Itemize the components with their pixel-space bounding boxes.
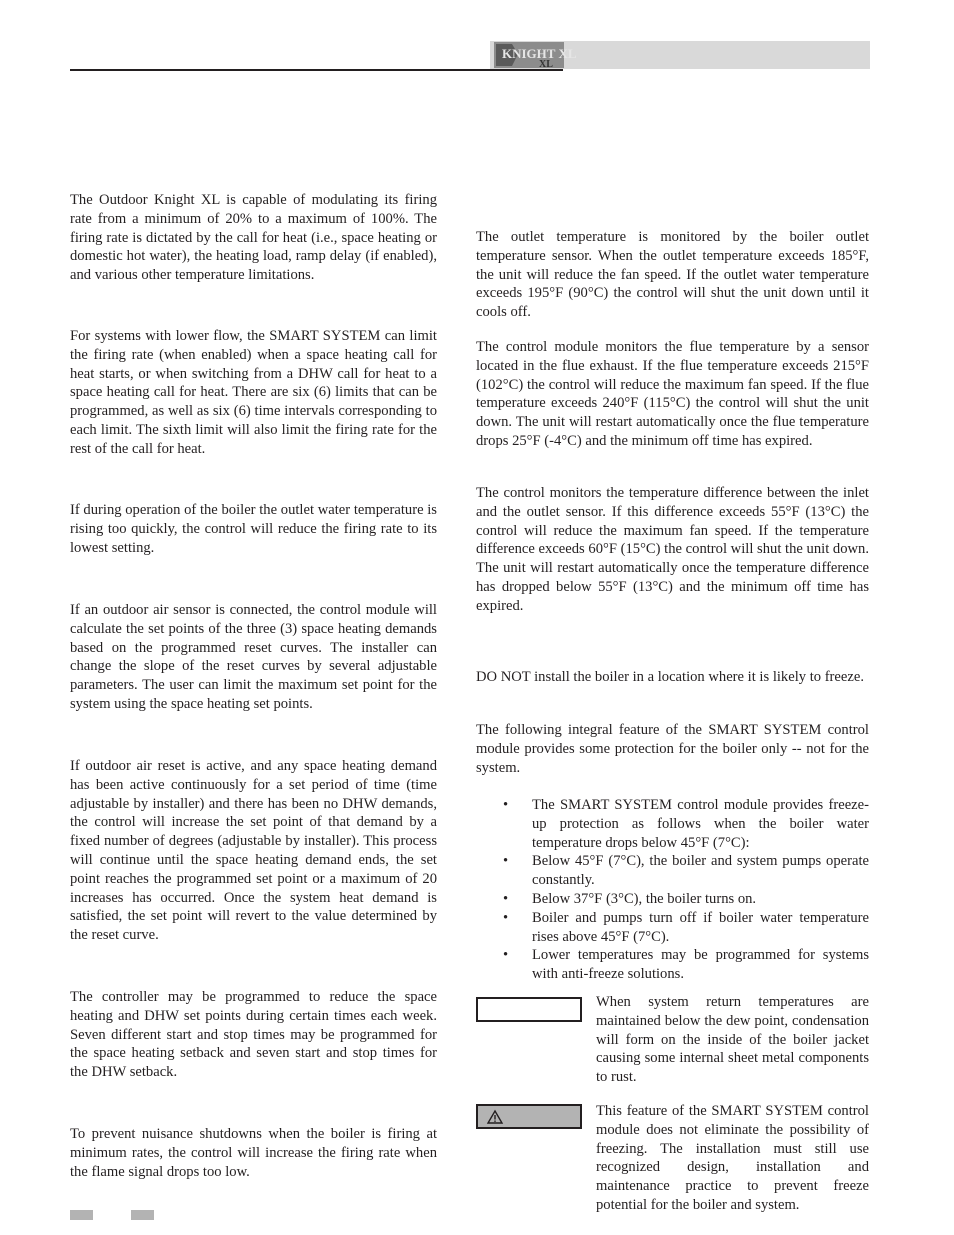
list-item: • The SMART SYSTEM control module provides freeze-up protection as follows when the boiler water temperature drops below 45°F (7°C):: [503, 797, 869, 851]
paragraph-freeze-feature: The following integral feature of the SMART SYSTEM control module provides some protection for the boiler only -- not for the system.: [476, 722, 869, 776]
notice-text: When system return temperatures are maintained below the dew point, condensation will form on the inside of the boiler jacket causing some internal sheet metal components to rust.: [596, 994, 869, 1086]
paragraph-flame-signal: To prevent nuisance shutdowns when the boiler is firing at minimum rates, the control will increase the firing rate when the flame signal drops too low.: [70, 1126, 437, 1180]
paragraph-rate-of-rise: If during operation of the boiler the outlet water temperature is rising too quickly, the control will reduce the firing rate to its lowest setting.: [70, 502, 437, 556]
paragraph-freeze-location: DO NOT install the boiler in a location where it is likely to freeze.: [476, 669, 864, 685]
freeze-protection-list: [503, 796, 869, 984]
header-rule: [70, 69, 563, 71]
list-item: • Lower temperatures may be programmed for systems with anti-freeze solutions.: [503, 947, 869, 983]
logo-sub: XL: [539, 59, 553, 70]
paragraph-flue-temperature: The control module monitors the flue temperature by a sensor located in the flue exhaust. If the flue temperature exceeds 215°F (102°C) the control will reduce the maximum fan speed. If the flue temperature exceeds 240°F (115°C) the control will shut the unit down. The unit will restart automatically once the flue temperature drops 25°F (-4°C) and the minimum off time has expired.: [476, 339, 869, 449]
list-item: • Below 37°F (3°C), the boiler turns on.: [503, 890, 757, 907]
paragraph-temperature-difference: The control monitors the temperature difference between the inlet and the outlet sensor. If this difference exceeds 55°F (13°C) the control will reduce the maximum fan speed. If the temperature difference exceeds 60°F (15°C) the control will shut the unit down. The unit will restart automatically once the temperature difference has dropped below 55°F (13°C) and the minimum off time has expired.: [476, 485, 869, 614]
footer-tab-right: [131, 1210, 154, 1220]
footer-tab-left: [70, 1210, 93, 1220]
list-item: • Below 45°F (7°C), the boiler and system pumps operate constantly.: [503, 853, 869, 889]
warning-triangle-icon: [487, 1110, 503, 1124]
list-item: • Boiler and pumps turn off if boiler water temperature rises above 45°F (7°C).: [503, 909, 869, 945]
knight-xl-logo: [492, 40, 577, 70]
logo-text: KNIGHT XL: [502, 46, 577, 61]
paragraph-boost: If outdoor air reset is active, and any space heating demand has been active continuously for a set period of time (time adjustable by installer) and there has been no DHW demands, the control will increase the set point of that demand by a fixed number of degrees (adjustable by installer). This process will continue until the space heating demand ends, the set point reaches the programmed set point or a maximum of 20 increases has occurred. Once the system heat demand is satisfied, the set point will revert to the value determined by the reset curve.: [70, 758, 437, 944]
warning-text: This feature of the SMART SYSTEM control module does not eliminate the possibility of freezing. The installation must still use recognized design, installation and maintenance practice to prevent freeze potential for the boiler and system.: [596, 1103, 869, 1213]
paragraph-low-flow-limit: For systems with lower flow, the SMART SYSTEM can limit the firing rate (when enabled) when a space heating call for heat starts, or when switching from a DHW call for heat to a space heating call for heat. There are six (6) limits that can be programmed, as well as six (6) time intervals corresponding to each limit. The sixth limit will also limit the firing rate for the rest of the call for heat.: [70, 328, 437, 457]
paragraph-outdoor-reset: If an outdoor air sensor is connected, the control module will calculate the set points of the three (3) space heating demands based on the programmed reset curves. The installer can change the slope of the reset curves by several adjustable parameters. The user can limit the maximum set point for the system using the space heating set points.: [70, 602, 437, 712]
paragraph-outlet-temperature: The outlet temperature is monitored by the boiler outlet temperature sensor. When the outlet temperature exceeds 185°F, the unit will reduce the fan speed. If the outlet water temperature exceeds 195°F (90°C) the control will shut the unit down until it cools off.: [476, 229, 869, 321]
paragraph-modulation: The Outdoor Knight XL is capable of modulating its firing rate from a minimum of 20% to a maximum of 100%. The firing rate is dictated by the call for heat (i.e., space heating or domestic hot water), the heating load, ramp delay (if enabled), and various other temperature limitations.: [70, 192, 437, 284]
notice-box: [476, 997, 582, 1022]
paragraph-night-setback: The controller may be programmed to reduce the space heating and DHW set points during certain times each week. Seven different start and stop times may be programmed for the space heating setback and seven start and stop times for the DHW setback.: [70, 989, 437, 1081]
warning-box: [476, 1104, 582, 1129]
